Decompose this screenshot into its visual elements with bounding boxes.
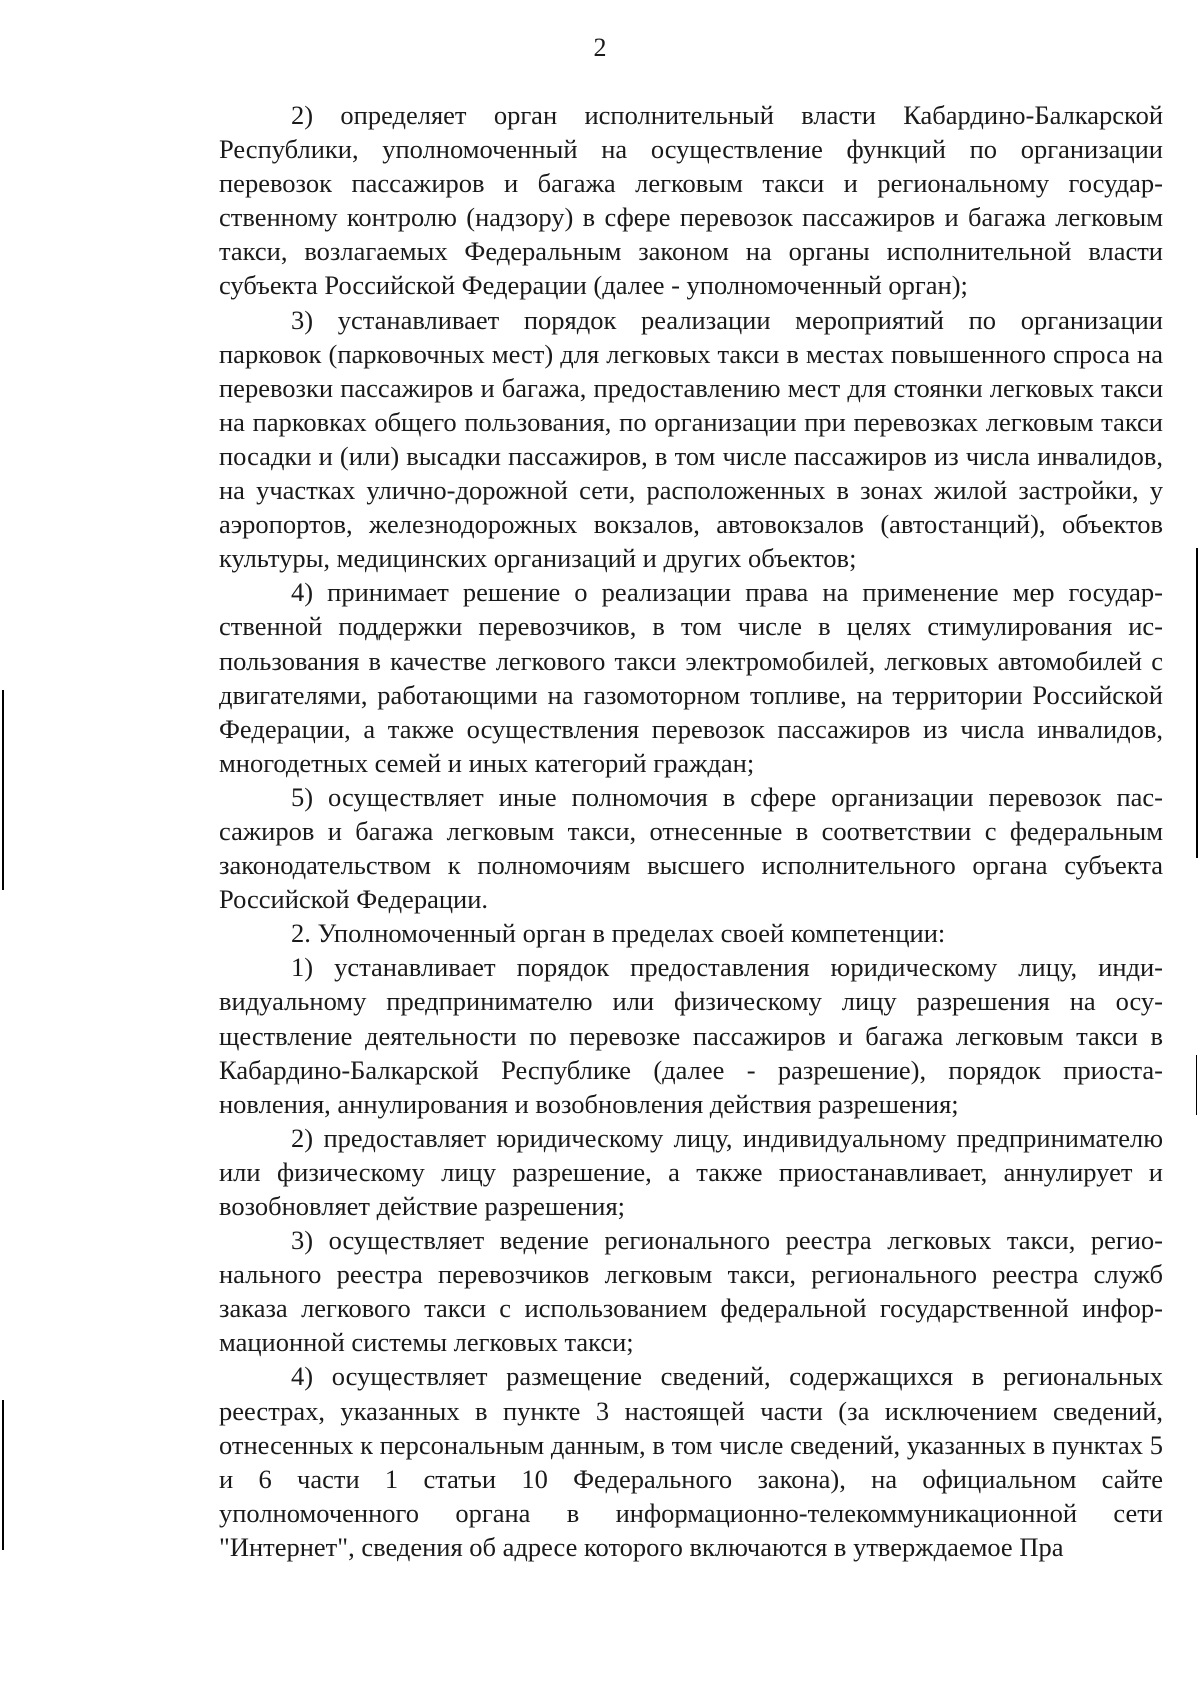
scan-edge-mark-right [1196, 548, 1198, 858]
paragraph-clause-1-5: 5) осуществляет иные полномочия в сфере организации перевозок пассажиров и багажа легковым такси, отнесенные в соответствии с федеральным законодательством к полномочиям высшего исполнительного органа субъекта Российской Федерации. [219, 781, 1163, 915]
scan-edge-mark-right-lower [1196, 1055, 1197, 1115]
document-body [219, 98, 1163, 1564]
scan-edge-mark-left-lower [2, 1400, 4, 1550]
paragraph-clause-1-2: 2) определяет орган исполнительный власти Кабардино-Балкарской Республики, уполномоченный на осуществление функций по организации перевозок пассажиров и багажа легковым такси и региональному государственному контролю (надзору) в сфере перевозок пассажиров и багажа легковым такси, возлагаемых Федеральным законом на органы исполнительной власти субъекта Российской Федерации (далее - уполномоченный орган); [219, 100, 1163, 301]
paragraph-clause-2-2: 2) предоставляет юридическому лицу, индивидуальному предпринимателю или физическому лицу разрешение, а также приостанавливает, аннулирует и возобновляет действие разрешения; [219, 1122, 1163, 1221]
page-number: 2 [593, 33, 607, 62]
paragraph-clause-2-4: 4) осуществляет размещение сведений, содержащихся в региональных реестрах, указанных в пункте 3 настоящей части (за исключением сведений, отнесенных к персональным данным, в том числе сведений, указанных в пунктах 5 и 6 части 1 статьи 10 Федерального закона), на официальном сайте уполномоченного органа в информационно-телекоммуникационной сети "Интернет", сведения об адресе которого включаются в утверждаемое Пра [219, 1361, 1163, 1562]
paragraph-part-2: 2. Уполномоченный орган в пределах своей компетенции: [291, 918, 946, 949]
paragraph-clause-2-1: 1) устанавливает порядок предоставления юридическому лицу, индивидуальному предпринимателю или физическому лицу разрешения на осуществление деятельности по перевозке пассажиров и багажа легковым такси в Кабардино-Балкарской Республике (далее - разрешение), порядок приостановления, аннулирования и возобновления действия разрешения; [219, 952, 1163, 1119]
paragraph-clause-1-3: 3) устанавливает порядок реализации мероприятий по организации парковок (парковочных мест) для легковых такси в местах повышенного спроса на перевозки пассажиров и багажа, предоставлению мест для стоянки легковых такси на парковках общего пользования, по организации при перевозках легковым такси посадки и (или) высадки пассажиров, в том числе пассажиров из числа инвалидов, на участках улично-дорожной сети, расположенных в зонах жилой застройки, у аэропортов, железнодорожных вокзалов, автовокзалов (автостанций), объектов культуры, медицинских организаций и других объектов; [219, 304, 1163, 574]
scan-edge-mark-left [2, 690, 4, 890]
paragraph-clause-2-3: 3) осуществляет ведение регионального реестра легковых такси, регионального реестра перевозчиков легковым такси, регионального реестра служб заказа легкового такси с использованием федеральной государственной информационной системы легковых такси; [219, 1225, 1163, 1358]
paragraph-clause-1-4: 4) принимает решение о реализации права на применение мер государственной поддержки перевозчиков, в том числе в целях стимулирования использования в качестве легкового такси электромобилей, легковых автомобилей с двигателями, работающими на газомоторном топливе, на территории Российской Федерации, а также осуществления перевозок пассажиров из числа инвалидов, многодетных семей и иных категорий граждан; [219, 577, 1163, 778]
